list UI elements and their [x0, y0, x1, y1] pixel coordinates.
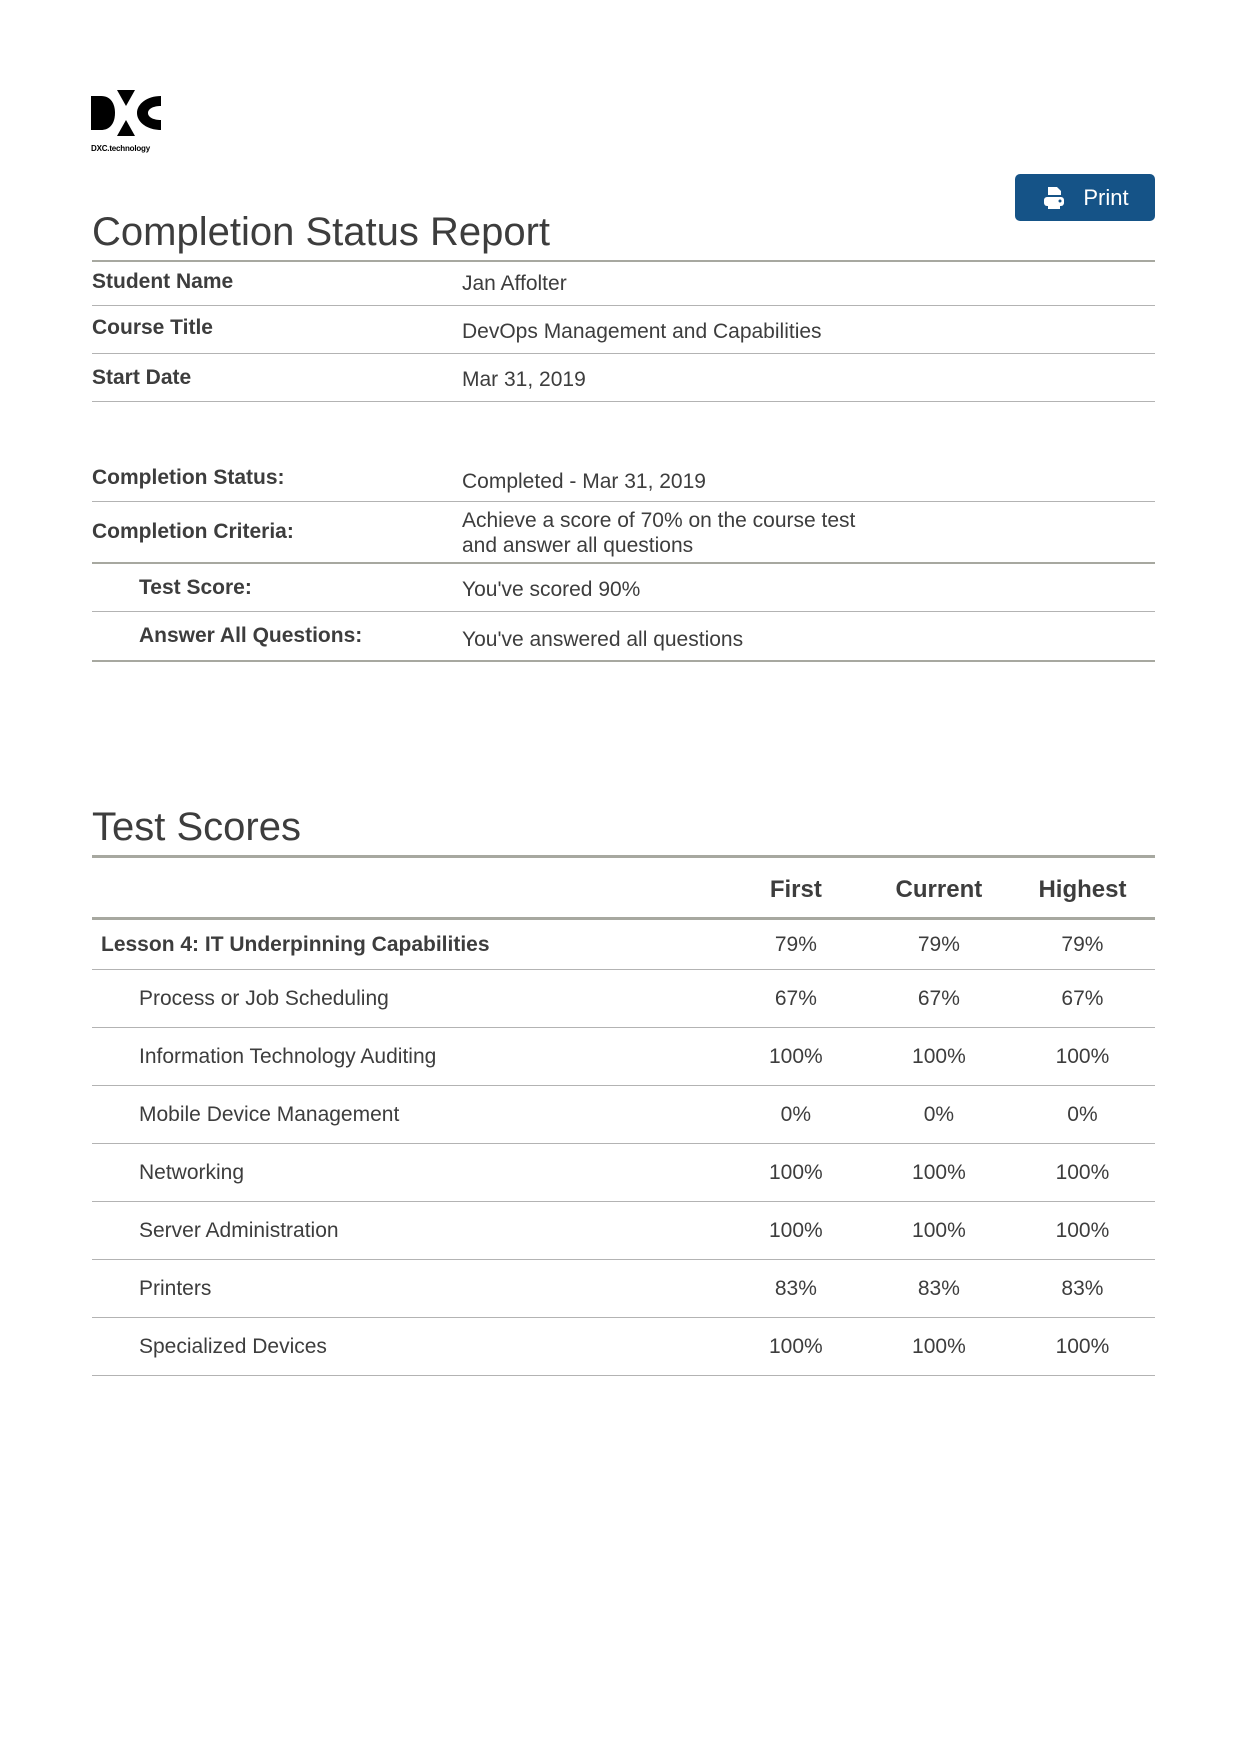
score-first: 100%	[724, 1318, 868, 1376]
print-button[interactable]	[1015, 174, 1155, 221]
detail-row-start-date	[92, 354, 1155, 402]
table-row	[92, 1144, 1155, 1202]
score-first: 100%	[724, 1202, 868, 1260]
lesson-row	[92, 919, 1155, 970]
topic-name: Information Technology Auditing	[92, 1028, 724, 1086]
completion-value: You've scored 90%	[462, 578, 641, 601]
dxc-logo-mark	[91, 90, 161, 136]
completion-label: Completion Status:	[92, 466, 285, 489]
table-header-row	[92, 862, 1155, 919]
detail-row-student-name	[92, 262, 1155, 306]
test-score-row	[92, 564, 1155, 612]
score-highest: 100%	[1010, 1318, 1155, 1376]
score-current: 0%	[868, 1086, 1010, 1144]
logo-wordmark: DXC.technology	[91, 144, 150, 153]
detail-label: Start Date	[92, 366, 192, 389]
page-title: Completion Status Report	[92, 210, 551, 254]
criteria-line-2: and answer all questions	[462, 534, 694, 557]
section-title-test-scores: Test Scores	[92, 805, 301, 849]
score-highest: 0%	[1010, 1086, 1155, 1144]
completion-label: Completion Criteria:	[92, 520, 294, 543]
score-current: 79%	[868, 919, 1010, 970]
table-row	[92, 1086, 1155, 1144]
answer-all-row	[92, 612, 1155, 662]
completion-label: Test Score:	[139, 576, 252, 599]
column-header-first: First	[769, 875, 822, 903]
test-scores-table	[92, 862, 1155, 1376]
print-button-label: Print	[1083, 184, 1129, 210]
topic-name: Specialized Devices	[92, 1318, 724, 1376]
column-header-current: Current	[895, 875, 983, 903]
column-header	[92, 862, 724, 919]
score-first: 83%	[724, 1260, 868, 1318]
score-highest: 100%	[1010, 1144, 1155, 1202]
table-row	[92, 970, 1155, 1028]
table-row	[92, 1202, 1155, 1260]
score-current: 83%	[868, 1260, 1010, 1318]
table-row	[92, 1028, 1155, 1086]
score-first: 67%	[724, 970, 868, 1028]
score-highest: 79%	[1010, 919, 1155, 970]
score-current: 100%	[868, 1318, 1010, 1376]
detail-row-course-title	[92, 306, 1155, 354]
topic-name: Mobile Device Management	[92, 1086, 724, 1144]
topic-name: Server Administration	[92, 1202, 724, 1260]
completion-value: Completed - Mar 31, 2019	[462, 470, 706, 493]
score-highest: 100%	[1010, 1028, 1155, 1086]
column-header-highest: Highest	[1038, 875, 1127, 903]
table-row	[92, 1260, 1155, 1318]
score-highest: 100%	[1010, 1202, 1155, 1260]
completion-value: You've answered all questions	[462, 628, 744, 651]
criteria-line-1: Achieve a score of 70% on the course test	[462, 509, 856, 532]
print-icon	[1041, 185, 1067, 211]
score-highest: 67%	[1010, 970, 1155, 1028]
section-divider	[92, 855, 1155, 858]
score-highest: 83%	[1010, 1260, 1155, 1318]
detail-label: Student Name	[92, 270, 234, 293]
topic-name: Networking	[92, 1144, 724, 1202]
lesson-name: Lesson 4: IT Underpinning Capabilities	[92, 919, 724, 970]
dxc-logo	[91, 90, 161, 156]
score-first: 79%	[724, 919, 868, 970]
completion-status-row	[92, 452, 1155, 502]
topic-name: Process or Job Scheduling	[92, 970, 724, 1028]
detail-value: Mar 31, 2019	[462, 368, 586, 391]
topic-name: Printers	[92, 1260, 724, 1318]
score-first: 100%	[724, 1144, 868, 1202]
detail-value: DevOps Management and Capabilities	[462, 320, 822, 343]
score-first: 100%	[724, 1028, 868, 1086]
detail-value: Jan Affolter	[462, 272, 567, 295]
score-current: 67%	[868, 970, 1010, 1028]
completion-label: Answer All Questions:	[139, 624, 363, 647]
completion-value	[462, 508, 855, 558]
score-current: 100%	[868, 1144, 1010, 1202]
score-current: 100%	[868, 1028, 1010, 1086]
completion-criteria-row	[92, 502, 1155, 564]
score-first: 0%	[724, 1086, 868, 1144]
score-current: 100%	[868, 1202, 1010, 1260]
table-row	[92, 1318, 1155, 1376]
detail-label: Course Title	[92, 316, 213, 339]
